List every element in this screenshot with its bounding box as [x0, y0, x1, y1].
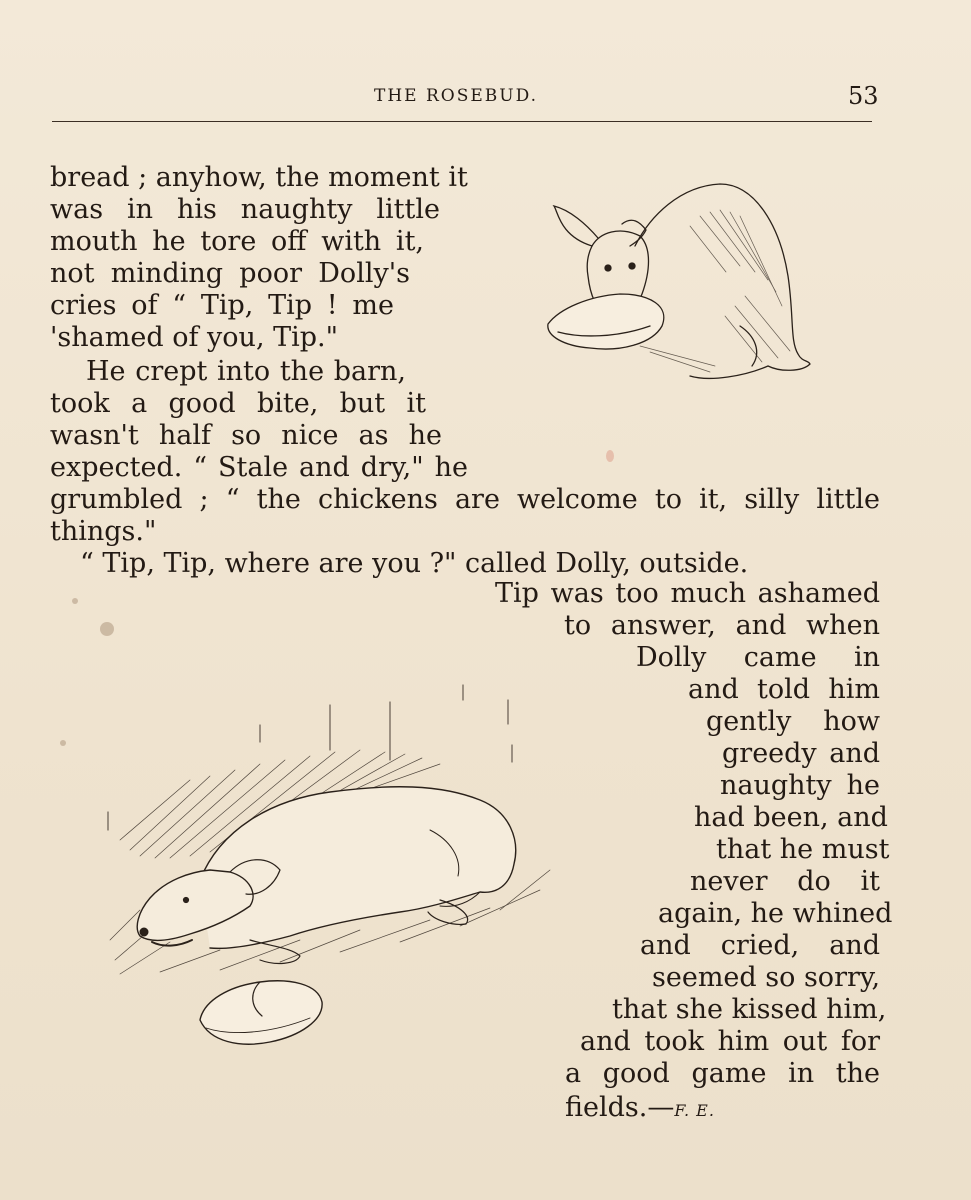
- text-line: again, he whined: [658, 898, 893, 929]
- text-line: greedy and: [722, 738, 880, 769]
- text-line: gently how: [706, 706, 880, 737]
- paper-stain: [606, 450, 614, 462]
- text-line: mouth he tore off with it,: [50, 226, 424, 257]
- text-line: 'shamed of you, Tip.": [50, 322, 339, 353]
- text-line: He crept into the barn,: [86, 356, 406, 387]
- text-line: Dolly came in: [636, 642, 880, 673]
- text-line-final: [565, 1092, 715, 1127]
- text-line: never do it: [690, 866, 880, 897]
- paper-stain: [72, 598, 78, 604]
- text-line: and told him: [688, 674, 880, 705]
- dog-lying-with-bread-illustration: [100, 680, 555, 1065]
- text-line: had been, and: [694, 802, 888, 833]
- page-number: 53: [848, 82, 879, 110]
- author-signature: F. E.: [674, 1101, 715, 1120]
- text-line: not minding poor Dolly's: [50, 258, 410, 289]
- text-line: and took him out for: [580, 1026, 880, 1057]
- text-line: things.": [50, 516, 157, 547]
- text-line: “ Tip, Tip, where are you ?" called Dolly, outside.: [80, 548, 749, 579]
- text-line: expected. “ Stale and dry," he: [50, 452, 468, 483]
- paper-stain: [100, 622, 114, 636]
- running-header: THE ROSEBUD.: [374, 86, 539, 106]
- paper-stain: [60, 740, 66, 746]
- text-line: was in his naughty little: [50, 194, 440, 225]
- text-line: seemed so sorry,: [652, 962, 881, 993]
- text-line: and cried, and: [640, 930, 880, 961]
- header-rule: [52, 121, 872, 122]
- dog-carrying-bread-illustration: [540, 176, 815, 391]
- text-line: took a good bite, but it: [50, 388, 426, 419]
- text-line: bread ; anyhow, the moment it: [50, 162, 468, 193]
- text-line: to answer, and when: [564, 610, 880, 641]
- text-line: a good game in the: [565, 1058, 880, 1089]
- text-line: that she kissed him,: [612, 994, 887, 1025]
- text-line: grumbled ; “ the chickens are welcome to it, silly little: [50, 484, 880, 515]
- text-line: that he must: [716, 834, 890, 865]
- text-line: cries of “ Tip, Tip ! me: [50, 290, 394, 321]
- text-line: wasn't half so nice as he: [50, 420, 442, 451]
- text-line: naughty he: [720, 770, 880, 801]
- text-line: Tip was too much ashamed: [495, 578, 880, 609]
- text-line: fields.—: [565, 1092, 675, 1123]
